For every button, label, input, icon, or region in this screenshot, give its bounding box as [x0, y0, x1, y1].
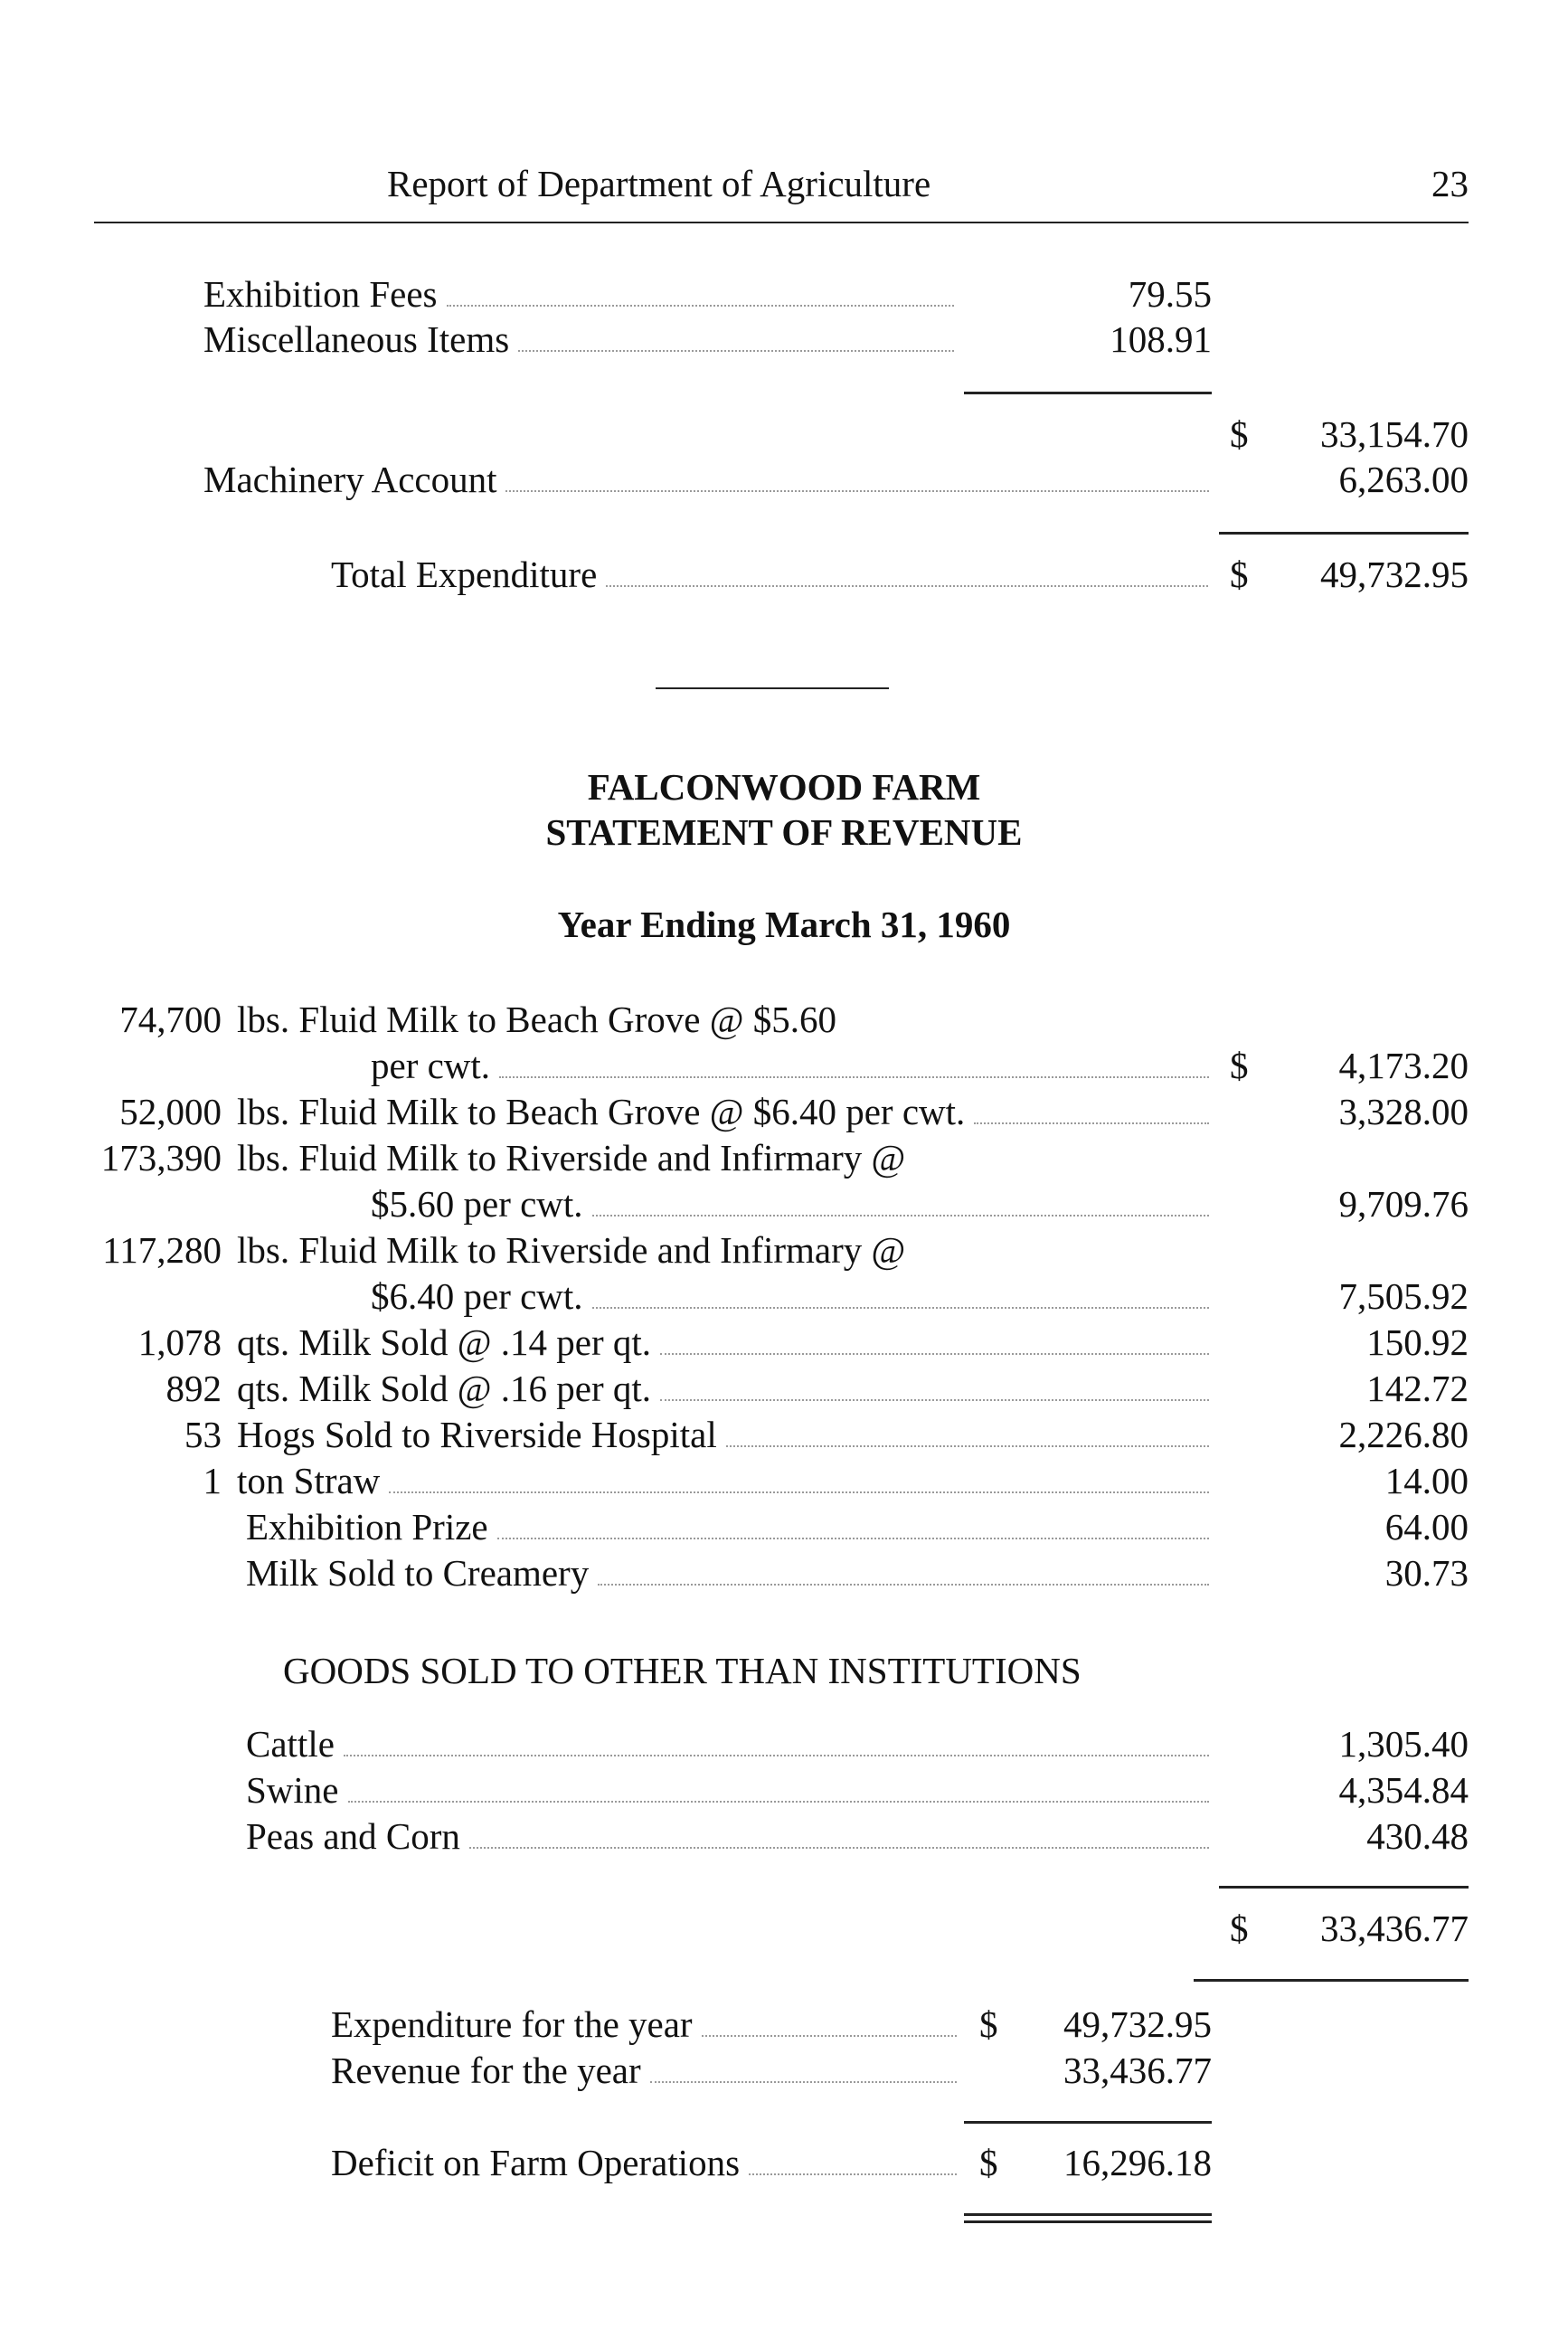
- other-goods-label: Peas and Corn: [246, 1815, 460, 1857]
- leader-dots: [447, 305, 954, 307]
- revenue-amount: 2,226.80: [1338, 1414, 1469, 1455]
- revenue-description-row: [237, 1366, 1216, 1411]
- revenue-description: Hogs Sold to Riverside Hospital: [237, 1414, 717, 1455]
- exhibition-fees-label: Exhibition Fees: [203, 273, 438, 315]
- summary-deficit-row: [331, 2140, 964, 2185]
- leader-dots: [726, 1445, 1209, 1447]
- leader-dots: [518, 350, 954, 352]
- revenue-amount: 7,505.92: [1338, 1275, 1469, 1317]
- revenue-description: Milk Sold to Creamery: [246, 1552, 590, 1594]
- summary-revenue-label: Revenue for the year: [331, 2050, 641, 2091]
- revenue-description-row: [237, 1412, 1216, 1457]
- revenue-description: Exhibition Prize: [246, 1506, 488, 1548]
- revenue-qty: 1: [203, 1460, 222, 1501]
- page-number: 23: [1431, 163, 1469, 204]
- revenue-description-cont: [371, 1043, 1216, 1088]
- revenue-description: qts. Milk Sold @ .14 per qt.: [237, 1321, 652, 1363]
- other-goods-row: [246, 1813, 1216, 1859]
- other-goods-row: [246, 1721, 1216, 1766]
- leader-dots: [702, 2035, 957, 2037]
- total-rule: [1219, 532, 1469, 535]
- revenue-qty: 892: [165, 1368, 222, 1409]
- statement-title-line2: STATEMENT OF REVENUE: [545, 811, 1023, 853]
- revenue-amount: 150.92: [1366, 1321, 1469, 1363]
- subtotal-amount: 33,154.70: [1320, 413, 1469, 455]
- revenue-description-line2: $6.40 per cwt.: [371, 1275, 583, 1317]
- leader-dots: [650, 2081, 957, 2083]
- miscellaneous-items-label: Miscellaneous Items: [203, 318, 510, 360]
- summary-rule: [964, 2121, 1212, 2124]
- revenue-qty: 53: [184, 1414, 222, 1455]
- leader-dots: [505, 490, 1209, 492]
- revenue-currency: $: [1230, 1045, 1249, 1086]
- revenue-qty: 173,390: [100, 1137, 222, 1179]
- revenue-description-cont: [371, 1181, 1216, 1226]
- revenue-qty: 52,000: [119, 1091, 222, 1132]
- revenue-amount: 64.00: [1384, 1506, 1469, 1548]
- leader-dots: [389, 1491, 1209, 1493]
- subtotal-rule: [964, 392, 1212, 394]
- other-goods-label: Cattle: [246, 1723, 335, 1765]
- machinery-account-amount: 6,263.00: [1338, 459, 1469, 500]
- revenue-description-row: [246, 1504, 1216, 1549]
- revenue-qty: 1,078: [137, 1321, 222, 1363]
- section-divider: [656, 687, 889, 689]
- miscellaneous-items-amount: 108.91: [1110, 318, 1212, 360]
- leader-dots: [660, 1399, 1209, 1401]
- other-goods-row: [246, 1767, 1216, 1813]
- leader-dots: [592, 1307, 1209, 1309]
- revenue-amount: 30.73: [1384, 1552, 1469, 1594]
- total-expenditure-row: [331, 552, 1215, 597]
- leader-dots: [497, 1538, 1209, 1539]
- summary-expenditure-row: [331, 2002, 964, 2047]
- subtotal-currency: $: [1230, 413, 1249, 455]
- revenue-amount: 14.00: [1384, 1460, 1469, 1501]
- leader-dots: [598, 1584, 1209, 1586]
- miscellaneous-items-row: [203, 317, 961, 362]
- exhibition-fees-row: [203, 271, 961, 317]
- revenue-description: lbs. Fluid Milk to Beach Grove @ $5.60: [237, 999, 836, 1040]
- revenue-total-rule: [1219, 1886, 1469, 1889]
- revenue-total-amount: 33,436.77: [1320, 1908, 1469, 1949]
- leader-dots: [469, 1847, 1209, 1849]
- revenue-amount: 9,709.76: [1338, 1183, 1469, 1225]
- revenue-amount: 4,173.20: [1338, 1045, 1469, 1086]
- statement-title-line1: FALCONWOOD FARM: [587, 766, 981, 808]
- header-rule: [94, 222, 1469, 223]
- revenue-description: lbs. Fluid Milk to Beach Grove @ $6.40 per cwt.: [237, 1091, 966, 1132]
- revenue-description-row: [237, 1320, 1216, 1365]
- revenue-total-underline: [1194, 1979, 1469, 1982]
- total-expenditure-amount: 49,732.95: [1320, 554, 1469, 595]
- summary-double-rule-bottom: [964, 2220, 1212, 2223]
- summary-deficit-amount: 16,296.18: [1063, 2142, 1212, 2183]
- revenue-description-cont: [371, 1273, 1216, 1319]
- revenue-description: qts. Milk Sold @ .16 per qt.: [237, 1368, 652, 1409]
- leader-dots: [592, 1215, 1209, 1217]
- summary-expenditure-currency: $: [979, 2003, 998, 2045]
- summary-double-rule-top: [964, 2213, 1212, 2216]
- machinery-account-label: Machinery Account: [203, 459, 497, 500]
- revenue-amount: 3,328.00: [1338, 1091, 1469, 1132]
- summary-deficit-label: Deficit on Farm Operations: [331, 2142, 741, 2183]
- revenue-description-row: [237, 1458, 1216, 1503]
- statement-period: Year Ending March 31, 1960: [557, 904, 1011, 945]
- revenue-qty: 117,280: [102, 1229, 222, 1271]
- total-expenditure-currency: $: [1230, 554, 1249, 595]
- revenue-description-row: [246, 1550, 1216, 1595]
- other-goods-amount: 1,305.40: [1338, 1723, 1469, 1765]
- revenue-qty: 74,700: [119, 999, 222, 1040]
- leader-dots: [660, 1353, 1209, 1355]
- running-header-title: Report of Department of Agriculture: [387, 163, 931, 204]
- leader-dots: [749, 2173, 957, 2175]
- summary-revenue-row: [331, 2048, 964, 2093]
- revenue-description: lbs. Fluid Milk to Riverside and Infirmary @: [237, 1229, 906, 1271]
- revenue-description: ton Straw: [237, 1460, 381, 1501]
- revenue-description-line2: $5.60 per cwt.: [371, 1183, 583, 1225]
- total-expenditure-label: Total Expenditure: [331, 554, 598, 595]
- summary-deficit-currency: $: [979, 2142, 998, 2183]
- revenue-description-row: [237, 1089, 1216, 1134]
- other-goods-amount: 4,354.84: [1338, 1769, 1469, 1811]
- exhibition-fees-amount: 79.55: [1128, 273, 1212, 315]
- other-goods-label: Swine: [246, 1769, 339, 1811]
- revenue-amount: 142.72: [1366, 1368, 1469, 1409]
- other-goods-amount: 430.48: [1366, 1815, 1469, 1857]
- leader-dots: [348, 1801, 1210, 1803]
- leader-dots: [606, 585, 1208, 587]
- revenue-total-currency: $: [1230, 1908, 1249, 1949]
- summary-expenditure-amount: 49,732.95: [1063, 2003, 1212, 2045]
- summary-revenue-amount: 33,436.77: [1063, 2050, 1212, 2091]
- summary-expenditure-label: Expenditure for the year: [331, 2003, 693, 2045]
- leader-dots: [499, 1076, 1209, 1078]
- leader-dots: [974, 1122, 1209, 1124]
- machinery-account-row: [203, 457, 1216, 502]
- other-goods-heading: GOODS SOLD TO OTHER THAN INSTITUTIONS: [283, 1650, 1082, 1691]
- leader-dots: [344, 1755, 1209, 1756]
- revenue-description-line2: per cwt.: [371, 1045, 491, 1086]
- revenue-description: lbs. Fluid Milk to Riverside and Infirmary @: [237, 1137, 906, 1179]
